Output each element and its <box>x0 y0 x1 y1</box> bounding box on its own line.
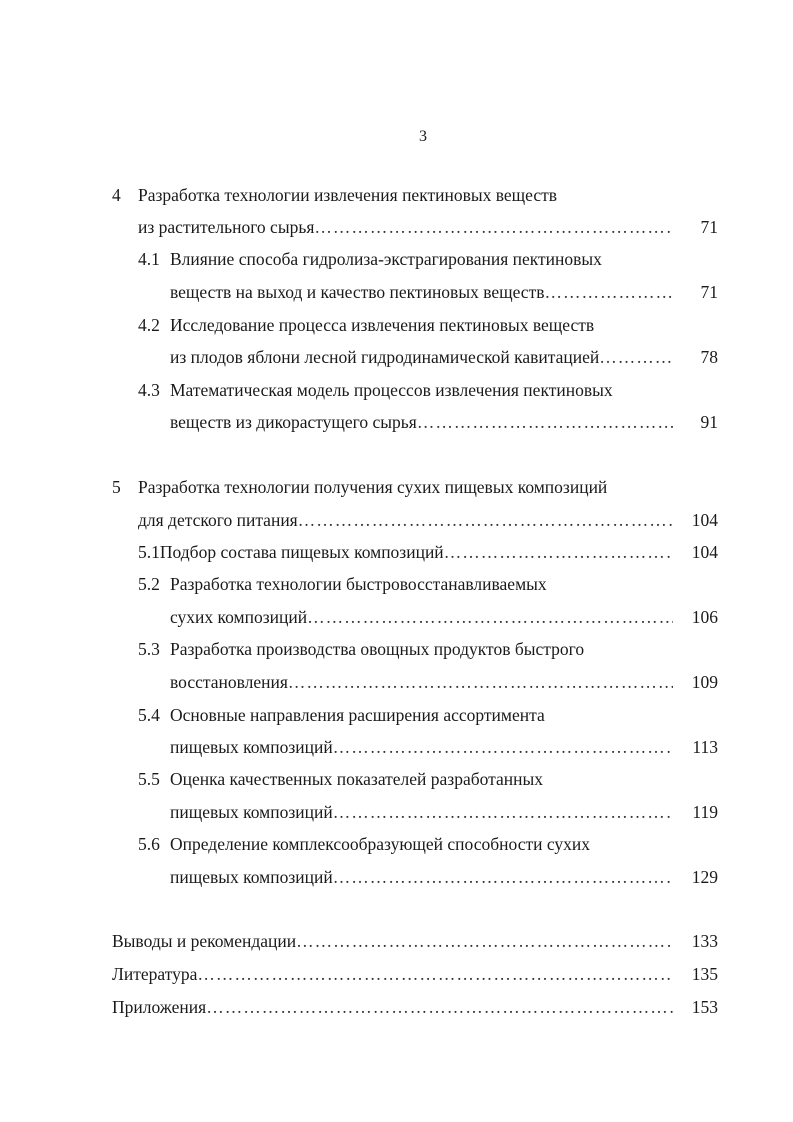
toc-subsection-4-2-heading <box>138 314 594 336</box>
subsection-title-line2: сухих композиций <box>170 607 308 627</box>
dot-leader <box>296 930 673 952</box>
dot-leader <box>206 996 673 1018</box>
subsection-title-line1: Оценка качественных показателей разработанных <box>170 769 544 789</box>
dot-leader <box>417 411 673 433</box>
toc-section-5-page: 104 <box>691 510 718 530</box>
subsection-title-line1: Разработка технологии быстровосстанавливаемых <box>170 574 547 594</box>
toc-subsection-5-3-heading <box>138 638 584 660</box>
section-title-line2: для детского питания <box>138 510 298 530</box>
toc-section-5-line2 <box>138 509 673 531</box>
toc-section-4-page: 71 <box>700 217 718 237</box>
toc-appendices-page: 153 <box>691 997 718 1017</box>
toc-subsection-5-5-page: 119 <box>692 802 718 822</box>
toc-subsection-4-1-page: 71 <box>700 282 718 302</box>
toc-subsection-5-4-page: 113 <box>692 737 718 757</box>
dot-leader <box>333 801 673 823</box>
toc-subsection-4-2-line2 <box>170 346 673 368</box>
subsection-number: 5.3 <box>138 639 160 659</box>
dot-leader <box>545 281 674 303</box>
toc-subsection-5-3-page: 109 <box>691 672 718 692</box>
toc-subsection-4-1-line2 <box>170 281 673 303</box>
subsection-title-line2: восстановления <box>170 672 288 692</box>
toc-subsection-5-6-line2 <box>170 866 673 888</box>
subsection-title-line1: Подбор состава пищевых композиций <box>159 542 444 562</box>
toc-subsection-5-1 <box>138 541 673 563</box>
literature-title: Литература <box>112 964 198 984</box>
toc-subsection-5-2-line2 <box>170 606 673 628</box>
subsection-title-line2: из плодов яблони лесной гидродинамической кавитацией <box>170 347 600 367</box>
section-title-line1: Разработка технологии получения сухих пищевых композиций <box>138 477 608 497</box>
toc-subsection-5-4-heading <box>138 704 545 726</box>
dot-leader <box>298 509 673 531</box>
toc-conclusions <box>112 930 673 952</box>
toc-subsection-4-1-heading <box>138 248 602 270</box>
page-number: 3 <box>419 128 427 145</box>
toc-subsection-4-3-page: 91 <box>700 412 718 432</box>
toc-subsection-5-2-heading <box>138 573 547 595</box>
subsection-number: 5.4 <box>138 705 160 725</box>
subsection-title-line1: Исследование процесса извлечения пектиновых веществ <box>170 315 595 335</box>
subsection-title-line1: Основные направления расширения ассортимента <box>170 705 545 725</box>
toc-literature <box>112 963 673 985</box>
subsection-title-line1: Разработка производства овощных продуктов быстрого <box>170 639 585 659</box>
subsection-title-line2: пищевых композиций <box>170 867 333 887</box>
toc-subsection-5-2-page: 106 <box>691 607 718 627</box>
subsection-number: 4.1 <box>138 249 160 269</box>
subsection-number: 4.3 <box>138 380 160 400</box>
toc-section-4-heading <box>112 184 557 206</box>
dot-leader <box>288 671 673 693</box>
toc-subsection-5-6-heading <box>138 833 590 855</box>
subsection-title-line1: Влияние способа гидролиза-экстрагирования пектиновых <box>170 249 602 269</box>
toc-subsection-5-6-page: 129 <box>691 867 718 887</box>
section-title-line2: из растительного сырья <box>138 217 315 237</box>
dot-leader <box>444 541 673 563</box>
toc-subsection-5-3-line2 <box>170 671 673 693</box>
dot-leader <box>197 963 673 985</box>
subsection-title-line2: пищевых композиций <box>170 802 333 822</box>
subsection-title-line2: пищевых композиций <box>170 737 333 757</box>
toc-section-5-heading <box>112 476 607 498</box>
dot-leader <box>314 216 673 238</box>
toc-subsection-4-3-heading <box>138 379 613 401</box>
dot-leader <box>307 606 673 628</box>
subsection-title-line2: веществ из дикорастущего сырья <box>170 412 417 432</box>
toc-appendices <box>112 996 673 1018</box>
conclusions-title: Выводы и рекомендации <box>112 931 297 951</box>
subsection-number: 4.2 <box>138 315 160 335</box>
toc-subsection-5-1-page: 104 <box>691 542 718 562</box>
dot-leader <box>599 346 673 368</box>
toc-section-4-line2 <box>138 216 673 238</box>
subsection-title-line1: Определение комплексообразующей способности сухих <box>170 834 591 854</box>
toc-subsection-5-5-line2 <box>170 801 673 823</box>
subsection-title-line1: Математическая модель процессов извлечения пектиновых <box>170 380 613 400</box>
toc-conclusions-page: 133 <box>691 931 718 951</box>
dot-leader <box>333 866 673 888</box>
toc-subsection-4-3-line2 <box>170 411 673 433</box>
toc-literature-page: 135 <box>691 964 718 984</box>
subsection-number: 5.5 <box>138 769 160 789</box>
section-title-line1: Разработка технологии извлечения пектиновых веществ <box>138 185 558 205</box>
subsection-number: 5.1 <box>138 542 160 562</box>
subsection-title-line2: веществ на выход и качество пектиновых веществ <box>170 282 545 302</box>
subsection-number: 5.6 <box>138 834 160 854</box>
toc-subsection-5-4-line2 <box>170 736 673 758</box>
appendices-title: Приложения <box>112 997 207 1017</box>
toc-subsection-5-5-heading <box>138 768 543 790</box>
toc-subsection-4-2-page: 78 <box>700 347 718 367</box>
section-number: 5 <box>112 477 121 497</box>
section-number: 4 <box>112 185 121 205</box>
dot-leader <box>333 736 673 758</box>
subsection-number: 5.2 <box>138 574 160 594</box>
